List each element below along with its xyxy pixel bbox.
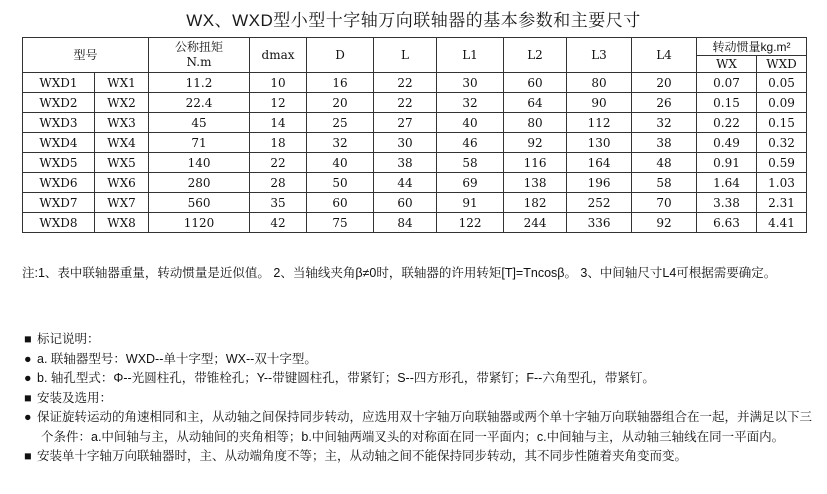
table-cell: 244 (504, 213, 567, 233)
square-bullet-icon: ■ (24, 332, 32, 346)
table-cell: 32 (307, 133, 374, 153)
cell-model-wx: WX4 (95, 133, 149, 153)
table-cell: 91 (437, 193, 504, 213)
table-cell: 42 (250, 213, 307, 233)
cell-model-wxd: WXD7 (23, 193, 95, 213)
heading-marking-text: 标记说明： (37, 332, 100, 346)
table-cell: 27 (374, 113, 437, 133)
table-cell: 69 (437, 173, 504, 193)
table-cell: 92 (632, 213, 697, 233)
cell-model-wxd: WXD6 (23, 173, 95, 193)
table-cell: 71 (149, 133, 250, 153)
table-cell: 58 (632, 173, 697, 193)
table-cell: 0.05 (757, 73, 807, 93)
table-cell: 90 (567, 93, 632, 113)
table-header-row (23, 38, 807, 56)
header-d: D (307, 38, 374, 73)
header-model: 型号 (23, 38, 149, 73)
table-cell: 25 (307, 113, 374, 133)
table-cell: 40 (307, 153, 374, 173)
table-body (23, 73, 807, 233)
cell-model-wx: WX5 (95, 153, 149, 173)
table-cell: 1.64 (697, 173, 757, 193)
table-cell: 122 (437, 213, 504, 233)
table-cell: 0.09 (757, 93, 807, 113)
table-cell: 58 (437, 153, 504, 173)
table-cell: 40 (437, 113, 504, 133)
table-cell: 46 (437, 133, 504, 153)
legend-section (24, 330, 824, 467)
table-cell: 14 (250, 113, 307, 133)
cell-model-wxd: WXD5 (23, 153, 95, 173)
table-cell: 38 (632, 133, 697, 153)
table-cell: 112 (567, 113, 632, 133)
table-cell: 92 (504, 133, 567, 153)
table-cell: 50 (307, 173, 374, 193)
header-inertia: 转动惯量kg.m² (697, 38, 807, 56)
header-torque-label: 公称扭矩 (175, 40, 224, 54)
legend-item-a (24, 350, 824, 370)
table-cell: 252 (567, 193, 632, 213)
table-cell: 138 (504, 173, 567, 193)
header-inertia-wx: WX (697, 56, 757, 73)
cell-model-wxd: WXD8 (23, 213, 95, 233)
table-cell: 38 (374, 153, 437, 173)
table-cell: 336 (567, 213, 632, 233)
cell-model-wxd: WXD1 (23, 73, 95, 93)
cell-model-wx: WX8 (95, 213, 149, 233)
legend-heading-install (24, 389, 824, 409)
cell-model-wx: WX3 (95, 113, 149, 133)
page-title: WX、WXD型小型十字轴万向联轴器的基本参数和主要尺寸 (186, 11, 641, 30)
header-l3: L3 (567, 38, 632, 73)
table-cell: 0.15 (697, 93, 757, 113)
install-note (24, 447, 824, 467)
table-cell: 116 (504, 153, 567, 173)
header-l2: L2 (504, 38, 567, 73)
cell-model-wxd: WXD3 (23, 113, 95, 133)
cell-model-wx: WX2 (95, 93, 149, 113)
cell-model-wxd: WXD2 (23, 93, 95, 113)
table-cell: 196 (567, 173, 632, 193)
legend-heading-marking (24, 330, 824, 350)
table-cell: 80 (504, 113, 567, 133)
header-l4: L4 (632, 38, 697, 73)
table-cell: 16 (307, 73, 374, 93)
install-conditions-continued: 个条件：a.中间轴与主，从动轴间的夹角相等；b.中间轴两端叉头的对称面在同一平面内；c.中间轴与主，从动轴三轴线在同一平面内。 (41, 429, 785, 444)
table-cell: 10 (250, 73, 307, 93)
table-cell: 130 (567, 133, 632, 153)
table-cell: 26 (632, 93, 697, 113)
table-cell: 560 (149, 193, 250, 213)
square-bullet-icon: ■ (24, 449, 32, 463)
table-cell: 0.91 (697, 153, 757, 173)
install-conditions (24, 408, 824, 428)
item-b-text: b. 轴孔型式：Φ--光圆柱孔，带锥栓孔；Y--带键圆柱孔，带紧钉；S--四方形孔，带紧钉；F--六角型孔，带紧钉。 (37, 371, 655, 385)
table-cell: 2.31 (757, 193, 807, 213)
table-cell: 0.22 (697, 113, 757, 133)
table-cell: 44 (374, 173, 437, 193)
cell-model-wx: WX7 (95, 193, 149, 213)
table-cell: 182 (504, 193, 567, 213)
header-torque-unit: N.m (186, 55, 212, 69)
table-cell: 0.49 (697, 133, 757, 153)
cell-model-wx: WX1 (95, 73, 149, 93)
table-cell: 75 (307, 213, 374, 233)
install-line1-text: 保证旋转运动的角速相同和主，从动轴之间保持同步转动，应选用双十字轴万向联轴器或两个单十字轴万向联轴器组合在一起，并满足以下三 (37, 410, 813, 424)
circle-bullet-icon: ● (24, 371, 32, 385)
table-cell: 1.03 (757, 173, 807, 193)
table-cell: 3.38 (697, 193, 757, 213)
table-cell: 11.2 (149, 73, 250, 93)
table-cell: 22.4 (149, 93, 250, 113)
table-cell: 60 (307, 193, 374, 213)
table-cell: 4.41 (757, 213, 807, 233)
table-row (23, 173, 807, 193)
table-cell: 22 (374, 93, 437, 113)
circle-bullet-icon: ● (24, 351, 32, 366)
table-cell: 84 (374, 213, 437, 233)
cell-model-wxd: WXD4 (23, 133, 95, 153)
table-cell: 18 (250, 133, 307, 153)
table-cell: 280 (149, 173, 250, 193)
header-l1: L1 (437, 38, 504, 73)
table-row (23, 153, 807, 173)
table-cell: 60 (504, 73, 567, 93)
table-cell: 6.63 (697, 213, 757, 233)
table-cell: 48 (632, 153, 697, 173)
table-cell: 164 (567, 153, 632, 173)
table-cell: 0.07 (697, 73, 757, 93)
header-dmax: dmax (250, 38, 307, 73)
parameter-table (22, 37, 807, 233)
install-note-text: 安装单十字轴万向联轴器时，主、从动端角度不等；主，从动轴之间不能保持同步转动，其不同步性随着夹角变而变。 (37, 449, 688, 463)
legend-item-b (24, 369, 824, 389)
header-inertia-wxd: WXD (757, 56, 807, 73)
header-torque (149, 38, 250, 73)
table-cell: 0.32 (757, 133, 807, 153)
cell-model-wx: WX6 (95, 173, 149, 193)
table-cell: 60 (374, 193, 437, 213)
header-l: L (374, 38, 437, 73)
table-row (23, 133, 807, 153)
table-row (23, 93, 807, 113)
table-cell: 22 (250, 153, 307, 173)
table-row (23, 113, 807, 133)
table-cell: 64 (504, 93, 567, 113)
square-bullet-icon: ■ (24, 390, 32, 405)
table-cell: 22 (374, 73, 437, 93)
table-cell: 20 (632, 73, 697, 93)
table-cell: 1120 (149, 213, 250, 233)
table-cell: 30 (437, 73, 504, 93)
table-row (23, 213, 807, 233)
table-cell: 28 (250, 173, 307, 193)
table-cell: 45 (149, 113, 250, 133)
circle-bullet-icon: ● (24, 410, 32, 424)
item-a-text: a. 联轴器型号：WXD--单十字型；WX--双十字型。 (37, 351, 317, 366)
table-cell: 0.59 (757, 153, 807, 173)
table-cell: 32 (437, 93, 504, 113)
table-row (23, 73, 807, 93)
table-cell: 35 (250, 193, 307, 213)
table-cell: 32 (632, 113, 697, 133)
table-cell: 30 (374, 133, 437, 153)
table-row (23, 193, 807, 213)
table-cell: 70 (632, 193, 697, 213)
table-cell: 20 (307, 93, 374, 113)
table-cell: 80 (567, 73, 632, 93)
table-note: 注:1、表中联轴器重量，转动惯量是近似值。 2、当轴线夹角β≠0时，联轴器的许用转矩[T]=Tncosβ。 3、中间轴尺寸L4可根据需要确定。 (22, 266, 777, 280)
table-cell: 12 (250, 93, 307, 113)
table-cell: 0.15 (757, 113, 807, 133)
table-cell: 140 (149, 153, 250, 173)
heading-install-text: 安装及选用： (37, 390, 113, 405)
